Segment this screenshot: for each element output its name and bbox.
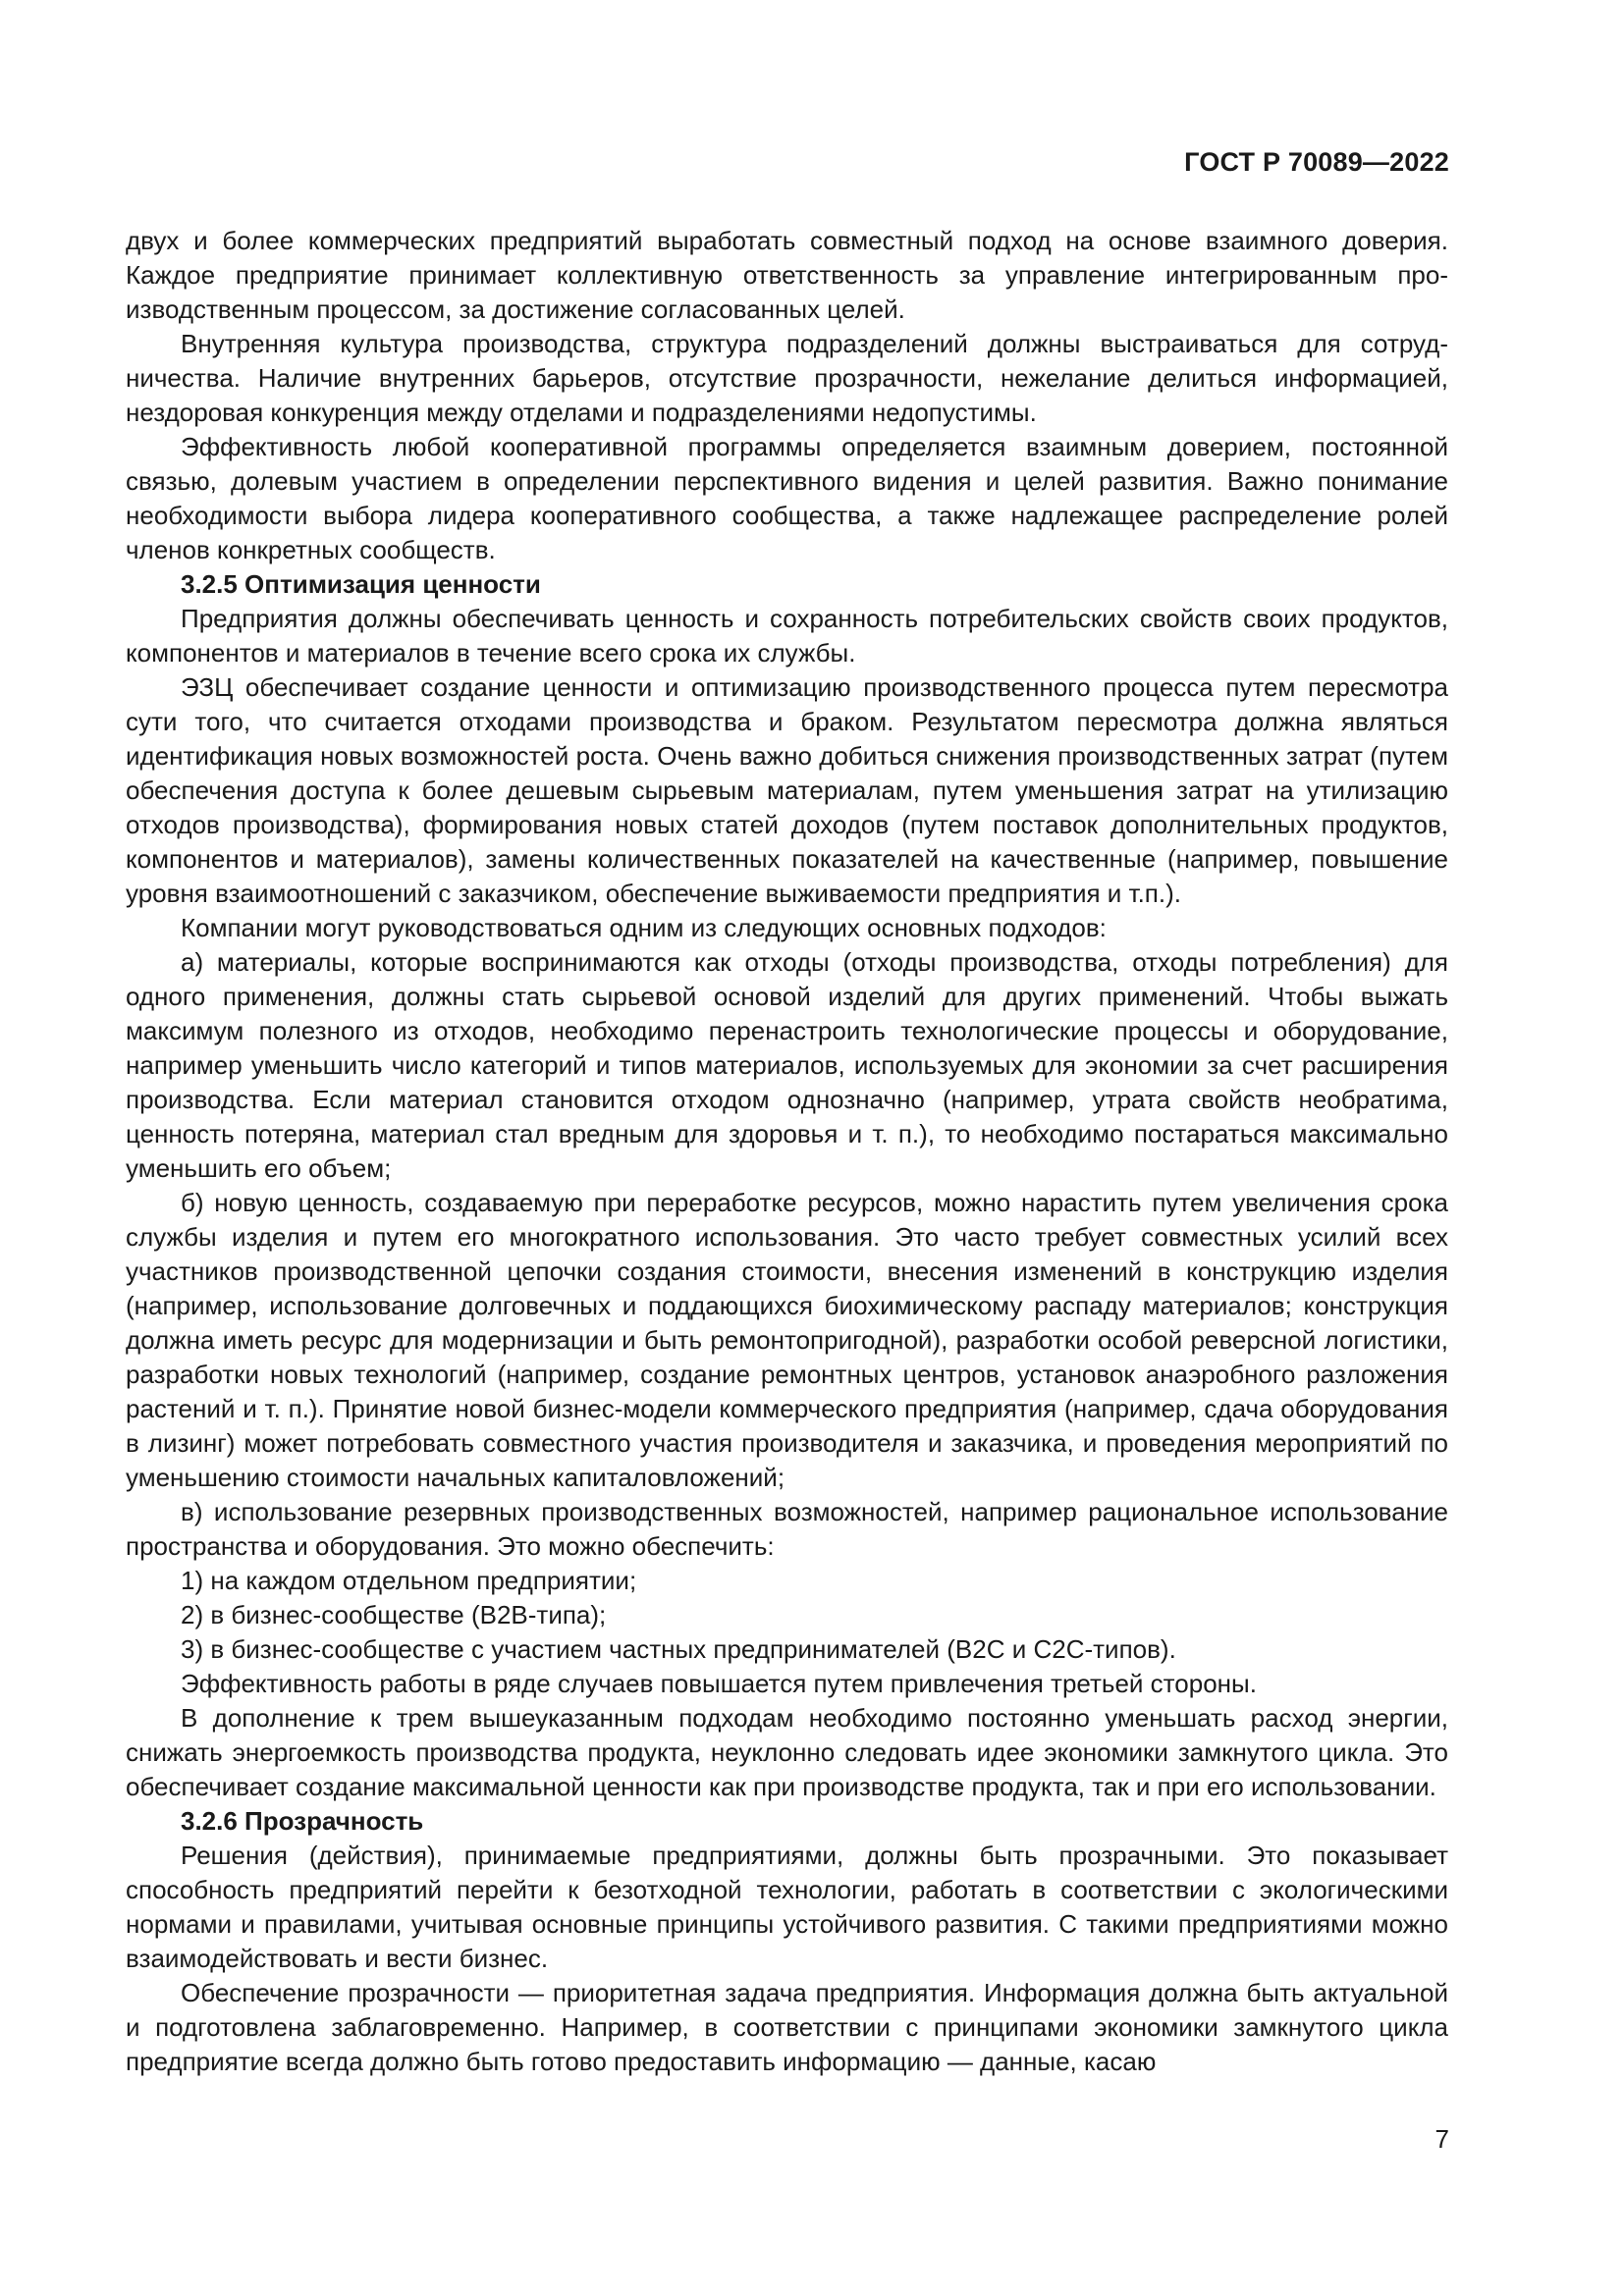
sub-item-2: 2) в бизнес-сообществе (В2В-типа); bbox=[181, 1600, 607, 1629]
list-item-v: в) использование резервных производственных возможностей, например рациональное использование пространства и оборудования. Это можно обеспечить: bbox=[126, 1497, 1448, 1561]
paragraph-ezc-value-creation: ЭЗЦ обеспечивает создание ценности и оптимизацию производственного процесса путем пересмотра сути того, что считается отходами производства и браком. Результатом пересмотра должна являться идентификация новых возможностей роста. Очень важно добиться снижения производственных затрат (путем обеспечения доступа к более дешевым сырьевым материалам, путем уменьшения затрат на утилизацию отходов производства), формирования новых статей доходов (путем поставок дополнительных продуктов, компонентов и материалов), замены количественных показателей на качественные (например, повышение уровня взаимоотношений с заказчиком, обеспечение выживаемости предприятия и т.п.). bbox=[126, 672, 1448, 908]
section-heading-3-2-6: 3.2.6 Прозрачность bbox=[181, 1806, 424, 1836]
paragraph-energy-reduction: В дополнение к трем вышеуказанным подходам необходимо постоянно уменьшать расход энергии, снижать энергоемкость производства продукта, неуклонно следовать идее экономики замкнутого цикла. Это обеспечивает создание максимальной ценности как при производстве продукта, так и при его использовании. bbox=[126, 1703, 1448, 1801]
sub-item-3: 3) в бизнес-сообществе с участием частных предпринимателей (B2C и C2C-типов). bbox=[181, 1634, 1176, 1664]
paragraph-transparency-priority: Обеспечение прозрачности — приоритетная задача предприятия. Информация должна быть актуальной и подготовлена заблаговременно. Например, в соответствии с принципами экономики замкнутого цикла предприятие всегда должно быть готово предоставить информацию — данные, касаю bbox=[126, 1978, 1448, 2076]
paragraph-continuation: двух и более коммерческих предприятий выработать совместный подход на основе взаимного доверия. Каждое предприятие принимает коллективную ответственность за управление интегрированным производственным процессом, за достижение согласованных целей. bbox=[126, 226, 1448, 324]
paragraph-value-preservation: Предприятия должны обеспечивать ценность и сохранность потребительских свойств своих продуктов, компонентов и материалов в течение всего срока их службы. bbox=[126, 604, 1448, 667]
document-body bbox=[126, 224, 1448, 2079]
paragraph-cooperative-effectiveness: Эффективность любой кооперативной программы определяется взаимным доверием, постоянной связью, долевым участием в определении перспективного видения и целей развития. Важно понимание необходимости выбора лидера кооперативного сообщества, а также надлежащее распределение ролей членов конкретных сообществ. bbox=[126, 432, 1448, 564]
paragraph-transparency-decisions: Решения (действия), принимаемые предприятиями, должны быть прозрачными. Это показывает способность предприятий перейти к безотходной технологии, работать в соответствии с экологическими нормами и правилами, учитывая основные принципы устойчивого развития. С такими предприятиями можно взаимодействовать и вести бизнес. bbox=[126, 1841, 1448, 1973]
list-item-a: а) материалы, которые воспринимаются как отходы (отходы производства, отходы потребления) для одного применения, должны стать сырьевой основой изделий для других применений. Чтобы выжать максимум полезного из отходов, необходимо перенастроить технологические процессы и оборудование, например уменьшить число категорий и типов материалов, используемых для экономии за счет расширения производства. Если материал становится отходом однозначно (например, утрата свойств необратима, ценность потеряна, материал стал вредным для здоровья и т. п.), то необходимо постараться максимально уменьшить его объем; bbox=[126, 947, 1448, 1183]
sub-item-1: 1) на каждом отдельном предприятии; bbox=[181, 1566, 637, 1595]
paragraph-approaches-intro: Компании могут руководствоваться одним из следующих основных подходов: bbox=[181, 913, 1107, 942]
page-number: 7 bbox=[1435, 2124, 1449, 2154]
list-item-b: б) новую ценность, создаваемую при переработке ресурсов, можно нарастить путем увеличения срока службы изделия и путем его многократного использования. Это часто требует совместных усилий всех участников производственной цепочки создания стоимости, внесения изменений в конструкцию изделия (например, использование долговечных и поддающихся биохимическому распаду материалов; конструкция должна иметь ресурс для модернизации и быть ремонтопригодной), разработки особой реверсной логистики, разработки новых технологий (например, создание ремонтных центров, установок анаэробного разложения растений и т. п.). Принятие новой бизнес-модели коммерческого предприятия (например, сдача оборудования в лизинг) может потребовать совместного участия производителя и заказчика, и проведения мероприятий по уменьшению стоимости начальных капиталовложений; bbox=[126, 1188, 1448, 1492]
paragraph-third-party: Эффективность работы в ряде случаев повышается путем привлечения третьей стороны. bbox=[181, 1669, 1257, 1698]
section-heading-3-2-5: 3.2.5 Оптимизация ценности bbox=[181, 569, 541, 599]
document-code-header: ГОСТ Р 70089—2022 bbox=[1184, 147, 1449, 177]
paragraph-production-culture: Внутренняя культура производства, структура подразделений должны выстраиваться для сотрудничества. Наличие внутренних барьеров, отсутствие прозрачности, нежелание делиться информацией, нездоровая конкуренция между отделами и подразделениями недопустимы. bbox=[126, 329, 1448, 427]
